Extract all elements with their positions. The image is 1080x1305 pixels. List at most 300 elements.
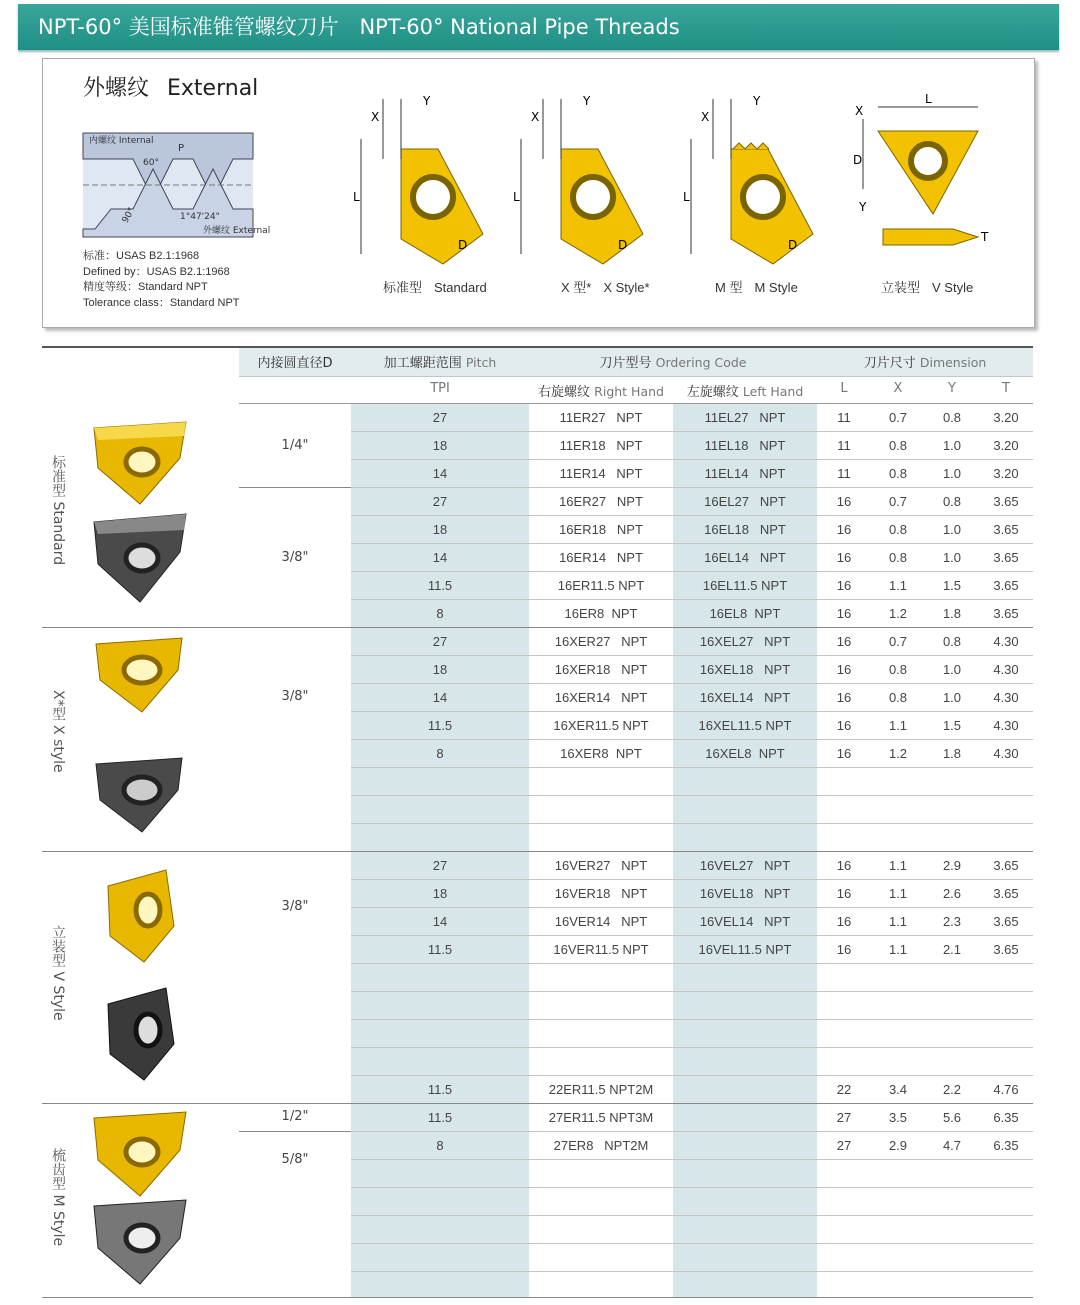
- cell-y: [925, 1160, 979, 1188]
- header-rh-cn: 右旋螺纹: [538, 385, 591, 400]
- v-style-caption: [881, 277, 985, 296]
- cell-tpi: 27: [432, 634, 448, 649]
- cell-tpi: [351, 1160, 529, 1188]
- cell-x: [871, 992, 925, 1020]
- cell-y: 1.0: [942, 662, 962, 677]
- cell-y: 2.6: [942, 886, 962, 901]
- table-row: [239, 1132, 1033, 1160]
- group-label-standard: [50, 455, 72, 565]
- cell-lh: [673, 1188, 817, 1216]
- cell-rh: [529, 796, 673, 824]
- cell-l: 22: [836, 1082, 852, 1097]
- cell-tpi: [351, 1216, 529, 1244]
- cell-tpi: 11.5: [427, 942, 453, 957]
- dim-y-label: Y: [583, 94, 591, 108]
- dim-d-label: D: [853, 153, 863, 167]
- table-row: [239, 1048, 1033, 1076]
- cell-x: [871, 1216, 925, 1244]
- table-row: [239, 572, 1033, 600]
- dim-x-label: X: [855, 104, 864, 118]
- cell-x: 0.7: [888, 494, 908, 509]
- group-label-v-style: [50, 925, 72, 1021]
- table-row: [239, 712, 1033, 740]
- diameter-divider: [239, 1131, 351, 1132]
- thread-profile-diagram: [83, 129, 271, 241]
- dim-x-label: X: [371, 110, 380, 124]
- dim-y-label: Y: [423, 94, 431, 108]
- cell-lh: [673, 1020, 817, 1048]
- table-row: [239, 936, 1033, 964]
- standard-gold-insert-image: [88, 418, 192, 508]
- dim-t-label: T: [981, 230, 989, 244]
- cell-t: [979, 1216, 1033, 1244]
- cell-rh: 27ER11.5 NPT3M: [548, 1110, 654, 1125]
- cell-x: [871, 1160, 925, 1188]
- cell-tpi: [351, 1048, 529, 1076]
- cell-rh: 16XER27 NPT: [554, 634, 648, 649]
- cell-l: 16: [836, 522, 852, 537]
- cell-l: 16: [836, 550, 852, 565]
- cell-t: 4.30: [993, 746, 1019, 761]
- profile-p-label: P: [178, 143, 185, 154]
- table-row: [239, 404, 1033, 432]
- header-pitch-cn: 加工螺距范围: [383, 356, 462, 371]
- cell-y: 1.0: [942, 550, 962, 565]
- dim-x-label: X: [531, 110, 540, 124]
- cell-t: 3.65: [993, 886, 1019, 901]
- cell-lh: [673, 796, 817, 824]
- row-divider: [351, 1271, 1033, 1272]
- cell-l: 16: [836, 662, 852, 677]
- banner-title-cn: NPT-60° 美国标准锥管螺纹刀片: [38, 15, 339, 39]
- dim-x-label: X: [701, 110, 710, 124]
- cell-t: 3.65: [993, 578, 1019, 593]
- table-bottom-rule: [42, 1297, 1033, 1298]
- x-style-caption: [561, 277, 662, 296]
- cell-lh: 16EL18 NPT: [704, 522, 786, 537]
- cell-l: 16: [836, 634, 852, 649]
- banner-title-en: NPT-60° National Pipe Threads: [359, 15, 680, 39]
- cell-lh: 16VEL14 NPT: [699, 914, 791, 929]
- cell-rh: 16XER18 NPT: [554, 662, 648, 677]
- cell-x: 0.8: [888, 690, 908, 705]
- m-style-figure: [673, 89, 833, 279]
- cell-y: [925, 1188, 979, 1216]
- cell-l: [817, 824, 871, 852]
- cell-l: [817, 768, 871, 796]
- cell-t: [979, 1160, 1033, 1188]
- cell-lh: [673, 1104, 817, 1132]
- table-row: [239, 740, 1033, 768]
- table-row: [239, 488, 1033, 516]
- cell-rh: 16ER14 NPT: [559, 550, 643, 565]
- cell-tpi: [351, 964, 529, 992]
- cell-y: [925, 1216, 979, 1244]
- style-caption-en: M Style: [754, 280, 798, 295]
- external-title-cn: 外螺纹: [83, 76, 150, 101]
- cell-x: [871, 796, 925, 824]
- cell-tpi: 11.5: [427, 1110, 453, 1125]
- cell-x: 1.1: [888, 942, 908, 957]
- cell-l: [817, 1048, 871, 1076]
- cell-y: 1.0: [942, 522, 962, 537]
- cell-l: 11: [837, 438, 851, 453]
- cell-l: [817, 1216, 871, 1244]
- diameter-value: 3/8": [281, 550, 309, 565]
- cell-tpi: 18: [432, 886, 448, 901]
- dim-l-label: L: [513, 190, 520, 204]
- profile-60-label: 60°: [143, 158, 159, 168]
- v-style-gold-insert-image: [100, 866, 180, 966]
- cell-y: 1.8: [942, 746, 962, 761]
- cell-tpi: [351, 824, 529, 852]
- cell-rh: 27ER8 NPT2M: [553, 1138, 649, 1153]
- style-caption-cn: 标准型: [383, 280, 423, 295]
- diameter-value: 5/8": [281, 1152, 309, 1167]
- m-style-dark-insert-image: [88, 1196, 192, 1288]
- style-caption-en: Standard: [434, 280, 487, 295]
- cell-lh: [673, 964, 817, 992]
- cell-x: 1.1: [888, 914, 908, 929]
- cell-l: 11: [837, 410, 851, 425]
- cell-l: 11: [837, 466, 851, 481]
- style-caption-cn: M 型: [715, 280, 743, 295]
- cell-x: [871, 1020, 925, 1048]
- header-left-hand: [673, 381, 817, 400]
- table-row: [239, 684, 1033, 712]
- cell-rh: [529, 1020, 673, 1048]
- table-row: [239, 1160, 1033, 1188]
- cell-tpi: [351, 992, 529, 1020]
- standard-line: 精度等级：Standard NPT: [83, 281, 208, 293]
- cell-x: 3.4: [888, 1082, 908, 1097]
- cell-x: 0.8: [888, 662, 908, 677]
- table-row: [239, 880, 1033, 908]
- table-row: [239, 1244, 1033, 1272]
- cell-x: 0.8: [888, 438, 908, 453]
- dim-d-label: D: [788, 238, 798, 252]
- cell-lh: 16VEL11.5 NPT: [698, 942, 792, 957]
- cell-x: 1.1: [888, 718, 908, 733]
- cell-l: 16: [836, 690, 852, 705]
- group-label-text: 梳齿型 M Style: [50, 1148, 66, 1247]
- cell-tpi: 18: [432, 438, 448, 453]
- cell-t: 6.35: [993, 1138, 1019, 1153]
- cell-y: [925, 796, 979, 824]
- header-l: L: [840, 381, 848, 396]
- cell-x: 1.1: [888, 886, 908, 901]
- cell-rh: [529, 1048, 673, 1076]
- table-row: [239, 1216, 1033, 1244]
- group-divider: [42, 627, 1033, 628]
- cell-t: [979, 768, 1033, 796]
- standard-style-figure: [343, 89, 503, 279]
- cell-rh: 11ER18 NPT: [559, 438, 643, 453]
- v-style-figure: [843, 89, 1003, 279]
- table-row: [239, 964, 1033, 992]
- header-dimension: [817, 352, 1033, 371]
- dim-l-label: L: [925, 92, 932, 106]
- cell-rh: [529, 964, 673, 992]
- cell-rh: 16VER27 NPT: [554, 858, 648, 873]
- cell-lh: [673, 1076, 817, 1104]
- table-row: [239, 1104, 1033, 1132]
- cell-rh: [529, 992, 673, 1020]
- cell-l: [817, 1188, 871, 1216]
- cell-l: 16: [836, 858, 852, 873]
- dim-y-label: Y: [753, 94, 761, 108]
- table-row: [239, 1076, 1033, 1104]
- cell-y: 1.5: [942, 718, 962, 733]
- cell-y: 0.8: [942, 494, 962, 509]
- cell-rh: [529, 1160, 673, 1188]
- cell-t: [979, 796, 1033, 824]
- dim-l-label: L: [683, 190, 690, 204]
- external-title-en: External: [167, 76, 259, 101]
- header-right-hand: [529, 381, 673, 400]
- cell-lh: 16EL27 NPT: [704, 494, 786, 509]
- cell-rh: 16ER11.5 NPT: [557, 578, 645, 593]
- profile-90-label: 90°: [120, 206, 138, 225]
- standard-dark-insert-image: [88, 510, 192, 606]
- group-label-text: 标准型 Standard: [50, 455, 66, 566]
- cell-y: 5.6: [942, 1110, 962, 1125]
- style-caption-cn: X 型*: [561, 280, 592, 295]
- cell-t: 3.65: [993, 914, 1019, 929]
- cell-tpi: 27: [432, 858, 448, 873]
- cell-lh: 16VEL27 NPT: [699, 858, 791, 873]
- cell-y: [925, 1048, 979, 1076]
- cell-l: [817, 1244, 871, 1272]
- standard-line: 标准：USAS B2.1:1968: [83, 250, 200, 262]
- cell-lh: 16XEL8 NPT: [705, 746, 785, 761]
- dim-d-label: D: [458, 238, 468, 252]
- cell-l: 27: [836, 1110, 852, 1125]
- table-row: [239, 432, 1033, 460]
- cell-tpi: 14: [432, 914, 448, 929]
- profile-taper-label: 1°47'24": [180, 212, 220, 222]
- cell-rh: 22ER11.5 NPT2M: [548, 1082, 654, 1097]
- cell-t: [979, 1048, 1033, 1076]
- style-caption-en: V Style: [932, 280, 974, 295]
- cell-lh: 11EL27 NPT: [704, 410, 786, 425]
- header-code-en: Ordering Code: [655, 355, 747, 370]
- cell-l: 16: [836, 886, 852, 901]
- cell-t: 4.30: [993, 718, 1019, 733]
- cell-lh: [673, 1132, 817, 1160]
- cell-t: 4.30: [993, 690, 1019, 705]
- cell-tpi: 14: [432, 550, 448, 565]
- cell-y: [925, 992, 979, 1020]
- cell-rh: 16ER27 NPT: [559, 494, 643, 509]
- cell-lh: [673, 824, 817, 852]
- external-thread-panel: [42, 58, 1035, 328]
- cell-rh: 16XER11.5 NPT: [553, 718, 649, 733]
- cell-tpi: 27: [432, 410, 448, 425]
- cell-l: [817, 796, 871, 824]
- cell-lh: 16EL14 NPT: [704, 550, 786, 565]
- style-caption-en: X Style*: [603, 280, 650, 295]
- cell-l: 16: [836, 718, 852, 733]
- cell-y: 2.9: [942, 858, 962, 873]
- cell-x: 0.7: [888, 634, 908, 649]
- cell-y: 0.8: [942, 634, 962, 649]
- cell-y: 2.1: [942, 942, 962, 957]
- v-style-dark-insert-image: [100, 984, 180, 1084]
- diameter-value: 3/8": [281, 689, 309, 704]
- standard-style-caption: [383, 277, 499, 296]
- cell-rh: 16XER14 NPT: [554, 690, 648, 705]
- group-label-x-style: [50, 690, 72, 773]
- cell-y: 2.2: [942, 1082, 962, 1097]
- diameter-value: 3/8": [281, 899, 309, 914]
- cell-tpi: [351, 1188, 529, 1216]
- cell-y: 0.8: [942, 410, 962, 425]
- cell-y: [925, 1020, 979, 1048]
- cell-x: [871, 824, 925, 852]
- cell-tpi: 18: [432, 662, 448, 677]
- diameter-value: 1/4": [281, 438, 309, 453]
- header-dim-cn: 刀片尺寸: [863, 356, 916, 371]
- cell-lh: [673, 1048, 817, 1076]
- cell-rh: 16VER14 NPT: [554, 914, 648, 929]
- cell-x: 1.1: [888, 578, 908, 593]
- cell-y: [925, 1244, 979, 1272]
- standard-info: [83, 249, 240, 311]
- cell-t: [979, 964, 1033, 992]
- dim-y-label: Y: [859, 200, 867, 214]
- table-row: [239, 600, 1033, 628]
- diameter-divider: [239, 487, 351, 488]
- cell-tpi: 14: [432, 466, 448, 481]
- table-row: [239, 656, 1033, 684]
- cell-t: 4.76: [993, 1082, 1019, 1097]
- cell-l: 27: [836, 1138, 852, 1153]
- cell-tpi: 14: [432, 690, 448, 705]
- cell-t: 6.35: [993, 1110, 1019, 1125]
- cell-rh: 16ER8 NPT: [564, 606, 638, 621]
- cell-l: [817, 964, 871, 992]
- dim-d-label: D: [618, 238, 628, 252]
- cell-lh: 16EL11.5 NPT: [702, 578, 788, 593]
- cell-rh: 11ER14 NPT: [559, 466, 643, 481]
- cell-t: [979, 1188, 1033, 1216]
- table-row: [239, 1020, 1033, 1048]
- cell-tpi: 11.5: [427, 1082, 453, 1097]
- cell-rh: [529, 1188, 673, 1216]
- cell-x: [871, 768, 925, 796]
- header-pitch: [351, 352, 529, 371]
- cell-l: 16: [836, 914, 852, 929]
- cell-t: [979, 1020, 1033, 1048]
- standard-line: Tolerance class：Standard NPT: [83, 296, 240, 309]
- header-y: Y: [948, 381, 956, 396]
- cell-tpi: 8: [436, 746, 444, 761]
- profile-external-label: 外螺纹 External: [203, 226, 271, 236]
- cell-tpi: [351, 768, 529, 796]
- header-lh-en: Left Hand: [742, 384, 804, 399]
- cell-t: 3.65: [993, 550, 1019, 565]
- header-code-cn: 刀片型号: [599, 356, 652, 371]
- cell-t: 3.65: [993, 942, 1019, 957]
- x-style-gold-insert-image: [92, 636, 188, 716]
- cell-rh: 11ER27 NPT: [559, 410, 643, 425]
- header-tpi: TPI: [430, 381, 450, 396]
- cell-rh: 16VER11.5 NPT: [553, 942, 649, 957]
- cell-y: 1.0: [942, 438, 962, 453]
- table-row: [239, 460, 1033, 488]
- cell-x: 1.1: [888, 858, 908, 873]
- cell-y: [925, 964, 979, 992]
- cell-t: 3.20: [993, 438, 1019, 453]
- cell-l: [817, 992, 871, 1020]
- cell-y: 1.0: [942, 690, 962, 705]
- table-row: [239, 544, 1033, 572]
- x-style-dark-insert-image: [92, 756, 188, 836]
- cell-x: [871, 964, 925, 992]
- header-ordering-code: [529, 352, 817, 371]
- cell-lh: [673, 992, 817, 1020]
- group-label-m-style: [50, 1148, 72, 1246]
- cell-l: 16: [836, 578, 852, 593]
- cell-rh: 16ER18 NPT: [559, 522, 643, 537]
- style-caption-cn: 立装型: [881, 280, 921, 295]
- cell-tpi: 11.5: [427, 718, 453, 733]
- cell-lh: 16XEL18 NPT: [699, 662, 791, 677]
- cell-tpi: 18: [432, 522, 448, 537]
- cell-l: 16: [836, 494, 852, 509]
- cell-y: [925, 824, 979, 852]
- cell-lh: 16XEL27 NPT: [699, 634, 791, 649]
- m-style-caption: [715, 277, 810, 296]
- cell-tpi: 8: [436, 1138, 444, 1153]
- table-row: [239, 824, 1033, 852]
- cell-lh: [673, 768, 817, 796]
- header-t: T: [1002, 381, 1010, 396]
- cell-lh: 16VEL18 NPT: [699, 886, 791, 901]
- cell-t: 3.65: [993, 606, 1019, 621]
- cell-t: 4.30: [993, 662, 1019, 677]
- cell-l: [817, 1160, 871, 1188]
- cell-lh: [673, 1244, 817, 1272]
- cell-rh: [529, 1216, 673, 1244]
- table-row: [239, 908, 1033, 936]
- cell-x: 1.2: [888, 606, 908, 621]
- cell-t: [979, 824, 1033, 852]
- header-pitch-en: Pitch: [465, 355, 497, 370]
- table-row: [239, 992, 1033, 1020]
- cell-lh: 16XEL11.5 NPT: [698, 718, 792, 733]
- table-row: [239, 852, 1033, 880]
- cell-lh: 11EL18 NPT: [704, 438, 786, 453]
- cell-t: [979, 992, 1033, 1020]
- dim-l-label: L: [353, 190, 360, 204]
- cell-l: [817, 1020, 871, 1048]
- cell-tpi: 8: [436, 606, 444, 621]
- table-row: [239, 628, 1033, 656]
- cell-tpi: 27: [432, 494, 448, 509]
- profile-internal-label: 内螺纹 Internal: [89, 136, 154, 146]
- header-lh-cn: 左旋螺纹: [686, 385, 739, 400]
- cell-x: [871, 1244, 925, 1272]
- cell-l: 16: [836, 606, 852, 621]
- cell-tpi: [351, 1244, 529, 1272]
- group-divider: [42, 851, 1033, 852]
- header-diameter: 内接圆直径D: [257, 356, 333, 371]
- cell-lh: 16XEL14 NPT: [699, 690, 791, 705]
- cell-x: [871, 1048, 925, 1076]
- cell-x: 2.9: [888, 1138, 908, 1153]
